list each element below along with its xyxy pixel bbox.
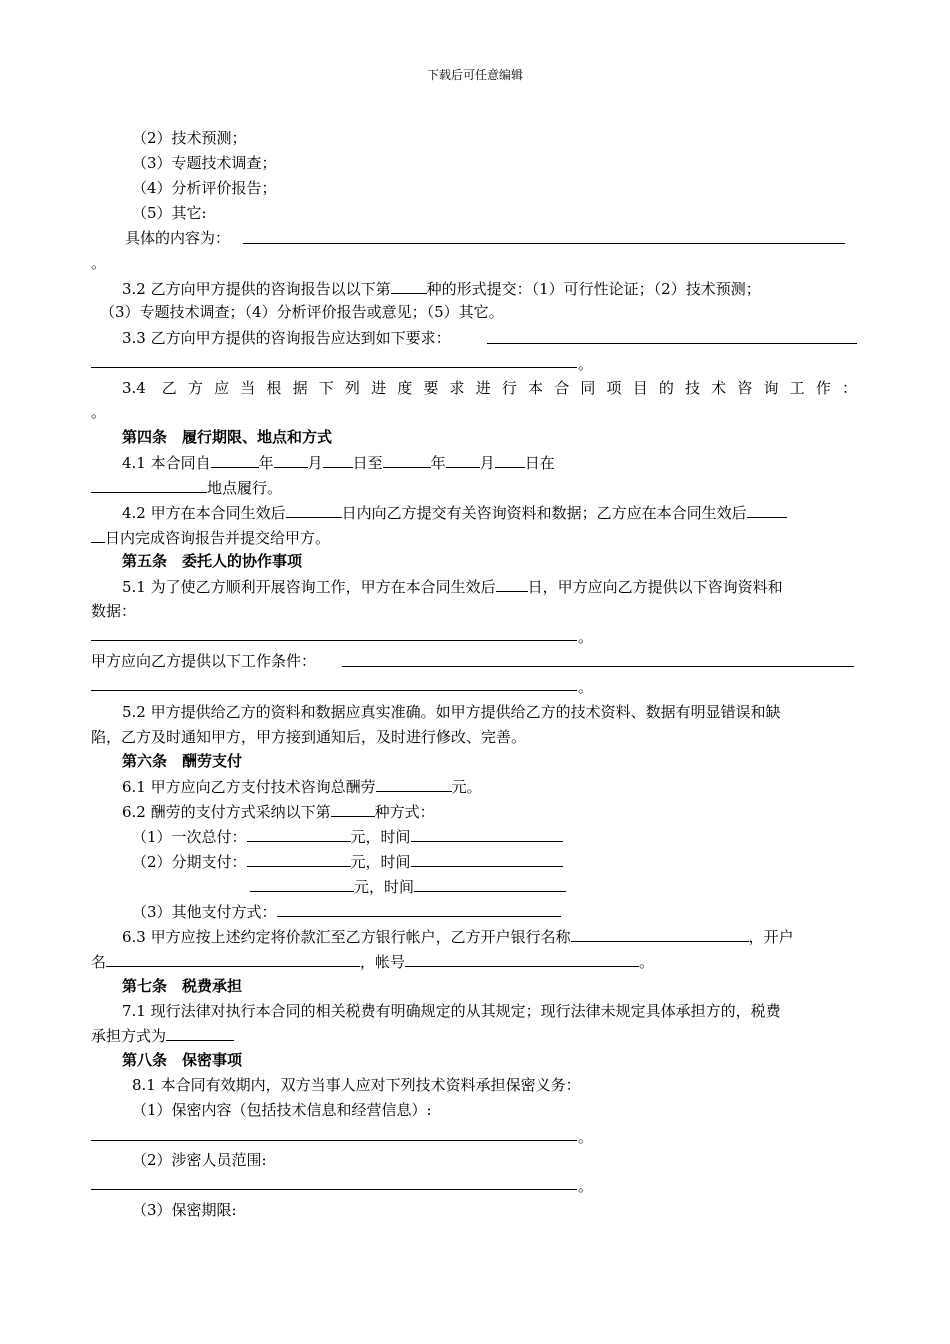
end-year-blank[interactable] <box>383 452 431 468</box>
requirement-blank-1[interactable] <box>487 343 857 344</box>
work-conditions-blank-1[interactable] <box>342 666 854 667</box>
content-blank[interactable] <box>243 243 845 244</box>
start-day-blank[interactable] <box>323 452 353 468</box>
page-header: 下载后可任意编辑 <box>426 68 523 82</box>
confidential-content-blank[interactable] <box>91 1140 577 1141</box>
start-year-blank[interactable] <box>211 452 259 468</box>
item-2: （2）技术预测； <box>132 129 247 147</box>
end-day-blank[interactable] <box>495 452 525 468</box>
total-fee-blank[interactable] <box>376 776 452 792</box>
requirement-period: 。 <box>578 355 594 373</box>
item-3: （3）专题技术调查； <box>132 154 277 172</box>
personnel-scope-blank[interactable] <box>91 1189 577 1190</box>
clause-3-4-period: 。 <box>91 403 107 421</box>
confidential-content-period: 。 <box>578 1128 594 1146</box>
clause-4-2-cont: 日内完成咨询报告并提交给甲方。 <box>91 527 330 548</box>
article-5-title: 第五条 委托人的协作事项 <box>122 552 303 570</box>
confidential-period-label: （3）保密期限: <box>132 1201 237 1219</box>
clause-6-2: 6.2 酬劳的支付方式采纳以下第 种方式： <box>122 803 435 821</box>
clause-7-1: 7.1 现行法律对执行本合同的相关税费有明确规定的从其规定；现行法律未规定具体承担方的，税费 <box>122 1002 781 1020</box>
form-number-blank[interactable] <box>391 278 427 294</box>
installment-amount-blank-2[interactable] <box>250 876 354 892</box>
complete-days-blank-2[interactable] <box>91 527 105 543</box>
work-conditions-period: 。 <box>578 678 594 696</box>
payment-lump-sum: （1）一次总付： 元，时间 <box>132 826 563 847</box>
end-month-blank[interactable] <box>446 452 480 468</box>
clause-4-1: 4.1 本合同自 年 月 日至 年 月 日在 <box>122 454 555 472</box>
article-4-title: 第四条 履行期限、地点和方式 <box>122 428 333 446</box>
work-conditions-label: 甲方应向乙方提供以下工作条件： <box>91 652 317 670</box>
complete-days-blank-1[interactable] <box>747 502 787 518</box>
clause-3-2: 3.2 乙方向甲方提供的咨询报告以以下第 种的形式提交：（1）可行性论证；（2）技术预测； <box>122 280 761 298</box>
payment-other: （3）其他支付方式： <box>132 901 561 922</box>
tax-method-blank[interactable] <box>166 1025 234 1041</box>
installment-time-blank-1[interactable] <box>411 851 563 867</box>
start-month-blank[interactable] <box>274 452 308 468</box>
item-4: （4）分析评价报告； <box>132 179 277 197</box>
item-5: （5）其它: <box>132 204 207 222</box>
requirement-blank-2[interactable] <box>91 367 577 368</box>
clause-4-1-place: 地点履行。 <box>91 477 282 498</box>
clause-8-1: 8.1 本合同有效期内，双方当事人应对下列技术资料承担保密义务： <box>132 1076 581 1094</box>
confidential-content-label: （1）保密内容（包括技术信息和经营信息）: <box>132 1101 432 1119</box>
payment-installment-2: 元，时间 <box>250 876 566 897</box>
personnel-scope-period: 。 <box>578 1177 594 1195</box>
article-8-title: 第八条 保密事项 <box>122 1051 243 1069</box>
payment-method-blank[interactable] <box>331 801 375 817</box>
provide-days-blank[interactable] <box>496 576 528 592</box>
clause-5-1-cont: 数据： <box>91 602 137 620</box>
account-name-blank[interactable] <box>106 951 360 967</box>
materials-period: 。 <box>578 628 594 646</box>
installment-amount-blank-1[interactable] <box>247 851 351 867</box>
content-period: 。 <box>91 254 107 272</box>
article-7-title: 第七条 税费承担 <box>122 977 243 995</box>
submit-days-blank[interactable] <box>286 502 342 518</box>
clause-4-2: 4.2 甲方在本合同生效后 日内向乙方提交有关咨询资料和数据；乙方应在本合同生效后 <box>122 502 787 523</box>
installment-time-blank-2[interactable] <box>414 876 566 892</box>
clause-3-2-cont: （3）专题技术调查；（4）分析评价报告或意见；（5）其它。 <box>100 303 504 321</box>
lump-sum-amount-blank[interactable] <box>247 826 351 842</box>
clause-5-2-cont: 陷，乙方及时通知甲方，甲方接到通知后，及时进行修改、完善。 <box>91 728 527 746</box>
personnel-scope-label: （2）涉密人员范围: <box>132 1151 267 1169</box>
clause-3-4: 3.4 乙方应当根据下列进度要求进行本合同项目的技术咨询工作： <box>122 379 857 397</box>
clause-6-1: 6.1 甲方应向乙方支付技术咨询总酬劳 元。 <box>122 778 482 796</box>
place-blank[interactable] <box>91 477 207 493</box>
work-conditions-blank-2[interactable] <box>91 690 577 691</box>
clause-5-2: 5.2 甲方提供给乙方的资料和数据应真实准确。如甲方提供给乙方的技术资料、数据有明显错误和缺 <box>122 703 781 721</box>
account-number-blank[interactable] <box>405 951 639 967</box>
materials-blank[interactable] <box>91 640 577 641</box>
content-label: 具体的内容为： <box>125 229 231 247</box>
payment-installment: （2）分期支付： 元，时间 <box>132 851 563 872</box>
article-6-title: 第六条 酬劳支付 <box>122 752 243 770</box>
clause-6-3: 6.3 甲方应按上述约定将价款汇至乙方银行帐户，乙方开户银行名称 ，开户 <box>122 928 794 946</box>
bank-name-blank[interactable] <box>571 926 749 942</box>
clause-3-3: 3.3 乙方向甲方提供的咨询报告应达到如下要求： <box>122 329 451 347</box>
other-payment-blank[interactable] <box>277 901 561 917</box>
clause-5-1: 5.1 为了使乙方顺利开展咨询工作，甲方在本合同生效后 日，甲方应向乙方提供以下咨询资料和 <box>122 578 783 596</box>
lump-sum-time-blank[interactable] <box>411 826 563 842</box>
clause-6-3-cont: 名 ，帐号 。 <box>91 953 655 971</box>
clause-7-1-cont: 承担方式为 <box>91 1025 234 1046</box>
